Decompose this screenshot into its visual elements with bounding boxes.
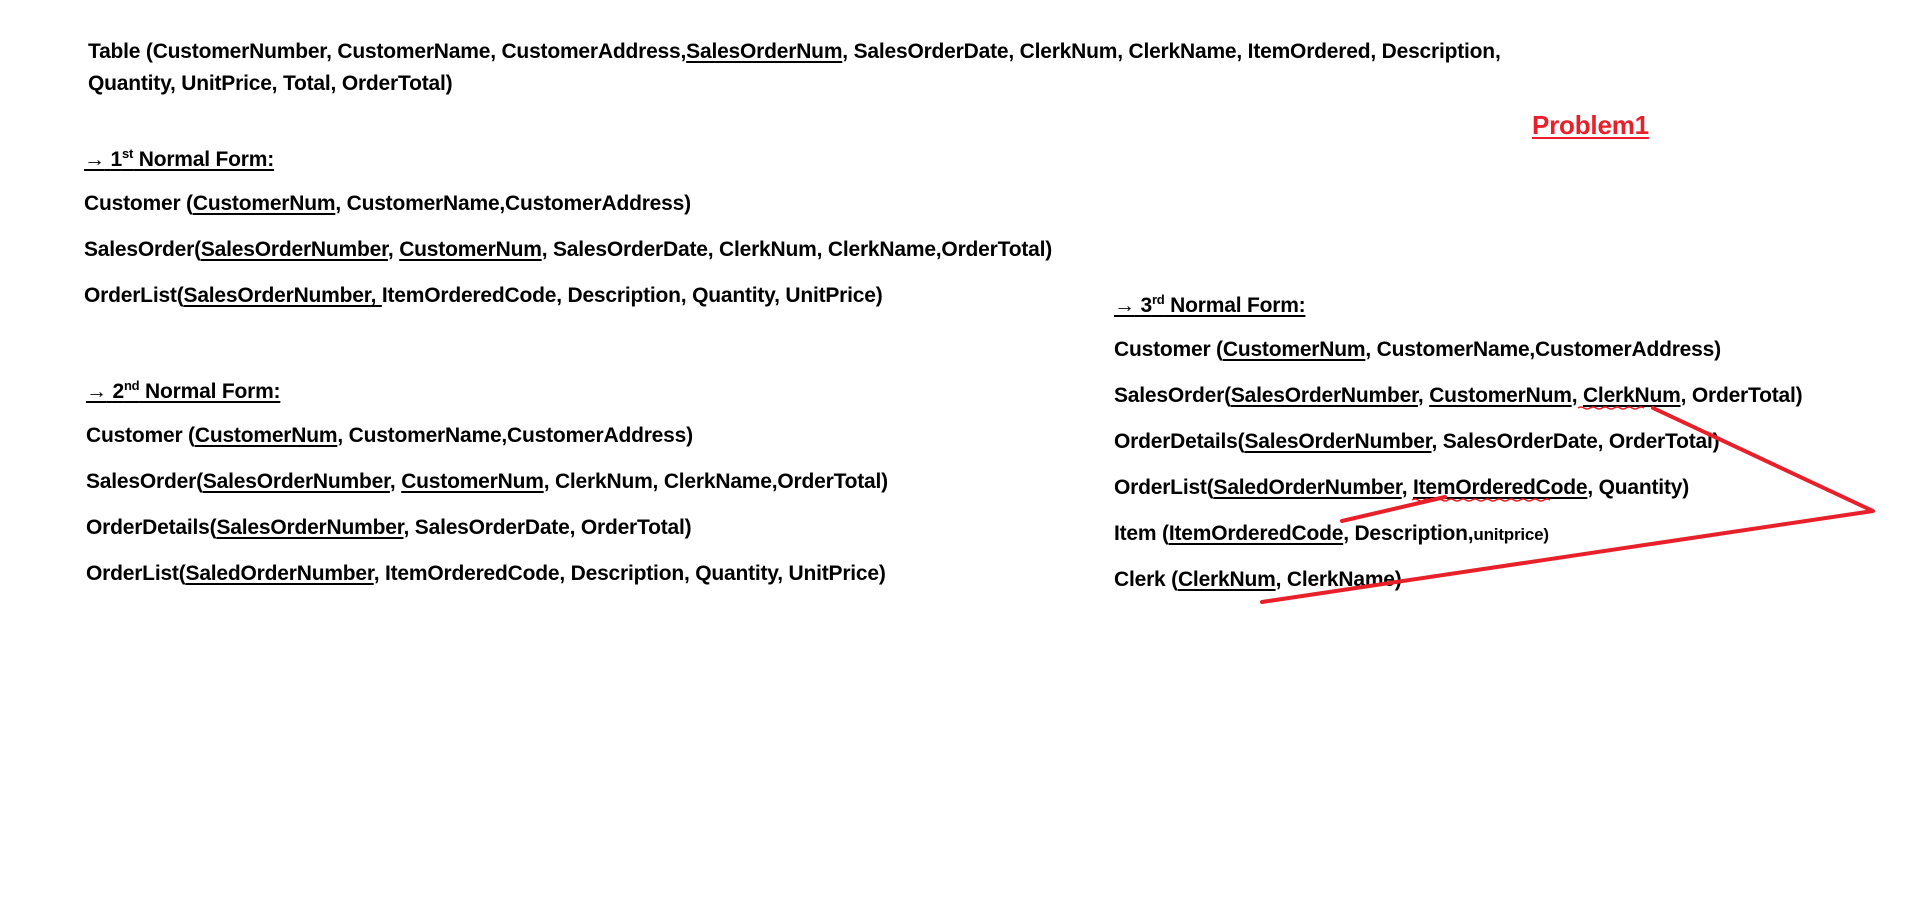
nf1-orderlist: OrderList(SalesOrderNumber, ItemOrderedCode, Description, Quantity, UnitPrice) bbox=[84, 284, 883, 307]
nf1-salesorder: SalesOrder(SalesOrderNumber, CustomerNum, SalesOrderDate, ClerkNum, ClerkName,OrderTotal) bbox=[84, 238, 1053, 261]
squiggle-item-ordered-code: ItemOrderedCode bbox=[1413, 476, 1588, 499]
nf2-orderlist: OrderList(SaledOrderNumber, ItemOrderedCode, Description, Quantity, UnitPrice) bbox=[86, 562, 886, 585]
nf2-salesorder: SalesOrder(SalesOrderNumber, CustomerNum, ClerkNum, ClerkName,OrderTotal) bbox=[86, 470, 888, 493]
nf2-orderdetails: OrderDetails(SalesOrderNumber, SalesOrderDate, OrderTotal) bbox=[86, 516, 692, 539]
nf3-customer: Customer (CustomerNum, CustomerName,CustomerAddress) bbox=[1114, 338, 1721, 361]
arrow-icon: → bbox=[86, 380, 107, 403]
item-link-stroke bbox=[1342, 497, 1445, 521]
table-definition-line-1: Table (CustomerNumber, CustomerName, CustomerAddress,SalesOrderNum, SalesOrderDate, ClerkNum, ClerkName, ItemOrdered, Description, bbox=[88, 40, 1501, 63]
nf2-customer: Customer (CustomerNum, CustomerName,CustomerAddress) bbox=[86, 424, 693, 447]
third-normal-form-heading: → 3rd Normal Form: bbox=[1114, 292, 1306, 317]
nf3-clerk: Clerk (ClerkNum, ClerkName) bbox=[1114, 568, 1402, 591]
problem-label: Problem1 bbox=[1532, 110, 1649, 140]
key-sales-order-num: SalesOrderNum bbox=[686, 40, 843, 63]
nf3-salesorder: SalesOrder(SalesOrderNumber, CustomerNum, ClerkNum, OrderTotal) bbox=[1114, 384, 1803, 407]
nf1-customer: Customer (CustomerNum, CustomerName,CustomerAddress) bbox=[84, 192, 691, 215]
arrow-icon: → bbox=[1114, 294, 1135, 317]
first-normal-form-heading: → 1st Normal Form: bbox=[84, 146, 275, 171]
nf3-orderdetails: OrderDetails(SalesOrderNumber, SalesOrderDate, OrderTotal) bbox=[1114, 430, 1720, 453]
second-normal-form-heading: → 2nd Normal Form: bbox=[86, 378, 281, 403]
arrow-icon: → bbox=[84, 148, 105, 171]
nf3-orderlist: OrderList(SaledOrderNumber, ItemOrderedCode, Quantity) bbox=[1114, 476, 1690, 499]
table-definition-line-2: Quantity, UnitPrice, Total, OrderTotal) bbox=[88, 72, 453, 95]
nf3-item: Item (ItemOrderedCode, Description,unitprice) bbox=[1114, 522, 1549, 545]
